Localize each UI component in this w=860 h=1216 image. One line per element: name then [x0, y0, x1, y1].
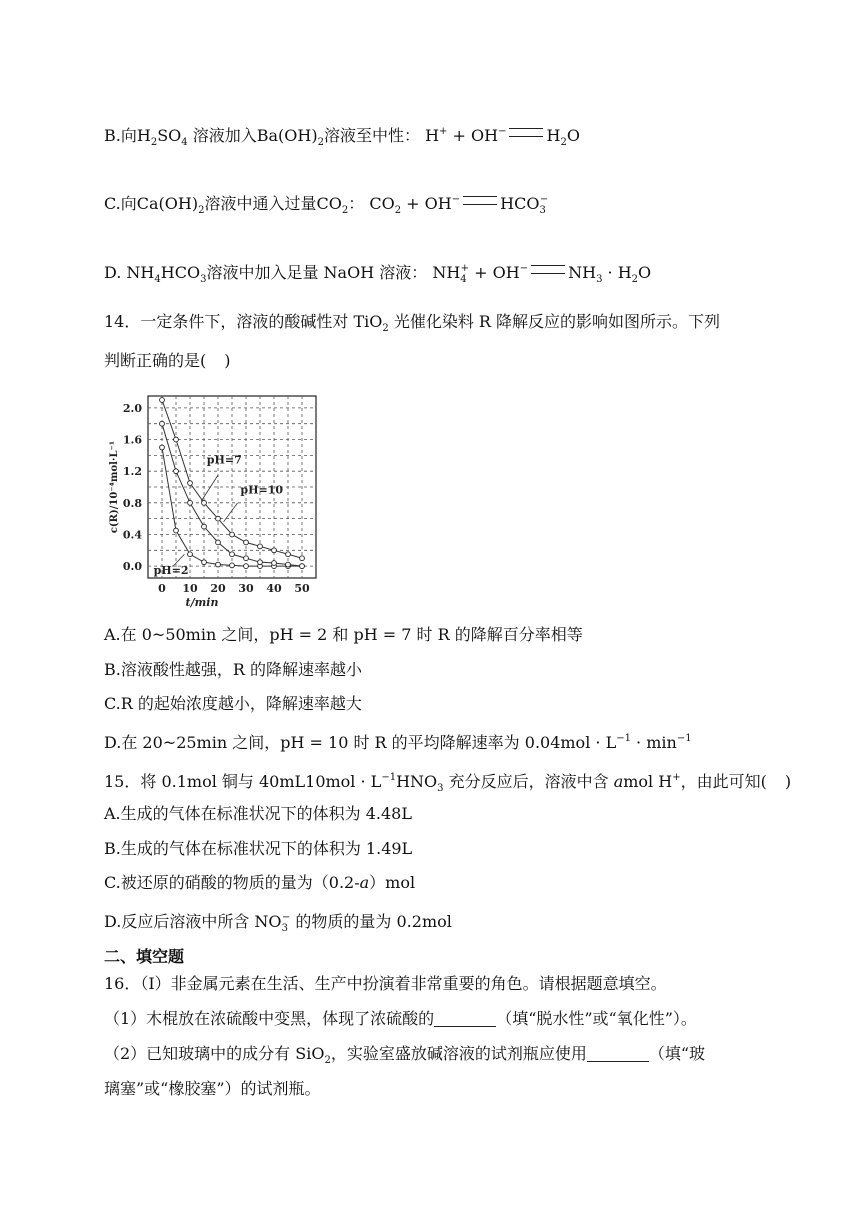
q16-stem: 16．（I）非金属元素在生活、生产中扮演着非常重要的角色。请根据题意填空。 [104, 974, 667, 993]
q15-option-c [104, 872, 415, 894]
data-point [202, 500, 207, 505]
equals-sign [509, 128, 543, 137]
text: B.向 [104, 126, 137, 145]
text: C.向 [104, 194, 137, 213]
variable: a [613, 772, 624, 791]
formula: CO [316, 194, 342, 213]
data-point [188, 552, 193, 557]
q14-option-b: B.溶液酸性越强，R 的降解速率越小 [104, 660, 362, 679]
y-tick-label: 0.8 [122, 496, 142, 510]
text: C.被还原的硝酸的物质的量为（0.2- [104, 873, 360, 892]
q15-option-b: B.生成的气体在标准状况下的体积为 1.49L [104, 839, 413, 858]
series-label: pH=2 [153, 564, 189, 578]
text: D.反应后溶液中所含 NO [104, 912, 282, 931]
data-point [216, 562, 221, 567]
q13-option-b: B.向$H_2SO_4$ 溶液加入$Ba(OH)_2$溶液至中性： H+ + OH− $H_2O$ [104, 126, 580, 148]
answer-blank [587, 1045, 649, 1062]
equation-part: NH [568, 263, 597, 282]
y-tick-label: 2.0 [122, 401, 142, 415]
text: ： [348, 194, 365, 213]
text: mol H [623, 772, 673, 791]
text: 14．一定条件下，溶液的酸碱性对 TiO [104, 312, 383, 331]
data-point [300, 556, 305, 561]
x-tick-label: 0 [158, 582, 166, 595]
x-tick-label: 30 [238, 582, 254, 595]
text: ，实验室盛放碱溶液的试剂瓶应使用 [330, 1044, 587, 1063]
y-tick-label: 1.2 [122, 465, 142, 479]
data-point [230, 552, 235, 557]
x-tick-label: 10 [182, 582, 198, 595]
section-heading: 二、填空题 [104, 947, 185, 966]
q15-option-d: D.反应后溶液中所含 $NO_3^-$ 的物质的量为 0.2mol [104, 912, 452, 934]
data-point [216, 516, 221, 521]
data-point [160, 398, 165, 403]
x-axis-label: t/min [185, 596, 219, 609]
data-point [202, 560, 207, 565]
x-tick-label: 50 [294, 582, 310, 595]
x-tick-label: 40 [266, 582, 282, 595]
variable: a [359, 873, 370, 892]
data-point [272, 561, 277, 566]
data-point [230, 532, 235, 537]
data-point [286, 562, 291, 567]
text: （填“脱水性”或“氧化性”）。 [496, 1009, 697, 1028]
answer-blank [434, 1010, 496, 1027]
equals-sign [463, 196, 497, 205]
text: 溶液中加入足量 NaOH 溶液： [206, 263, 428, 282]
equals-sign [531, 265, 565, 274]
text: ）mol [369, 873, 416, 892]
data-point [244, 540, 249, 545]
data-point [160, 421, 165, 426]
q15-option-a: A.生成的气体在标准状况下的体积为 4.48L [104, 804, 412, 823]
data-point [258, 544, 263, 549]
text: 充分反应后，溶液中含 [443, 772, 614, 791]
series-label: pH=10 [240, 483, 284, 497]
series-label: pH=7 [206, 453, 242, 467]
equation-part: H [546, 126, 561, 145]
q14-option-c: C.R 的起始浓度越小，降解速率越大 [104, 694, 362, 713]
degradation-chart [104, 388, 326, 616]
text: （2）已知玻璃中的成分有 SiO [104, 1044, 325, 1063]
data-point [230, 563, 235, 568]
data-point [244, 556, 249, 561]
formula: H [136, 126, 151, 145]
data-point [174, 469, 179, 474]
y-axis-label: c(R)/10⁻⁴mol·L⁻¹ [109, 440, 120, 534]
equation-part: HCO [500, 194, 540, 213]
text: （1）木棍放在浓硫酸中变黑，体现了浓硫酸的 [104, 1009, 435, 1028]
q14-stem: 14．一定条件下，溶液的酸碱性对 TiO$_2$ 光催化染料 R 降解反应的影响如图所示。下列 [104, 312, 721, 334]
x-tick-label: 20 [210, 582, 226, 595]
data-point [174, 437, 179, 442]
text: ) [784, 772, 792, 791]
text: D.在 20~25min 之间，pH = 10 时 R 的平均降解速率为 0.04mol · L [104, 733, 617, 752]
data-point [160, 445, 165, 450]
text: 判断正确的是( [104, 351, 207, 370]
q14-stem-2 [104, 350, 231, 372]
equation-part: + OH [401, 194, 452, 213]
text: ，由此可知( [680, 772, 767, 791]
text: ) [224, 351, 231, 370]
equation-part: + OH [469, 263, 520, 282]
data-point [244, 564, 249, 569]
q16-part-2-cont: 璃塞”或“橡胶塞”）的试剂瓶。 [104, 1079, 321, 1098]
data-point [188, 481, 193, 486]
data-point [300, 564, 305, 569]
data-point [272, 548, 277, 553]
y-tick-label: 0.4 [122, 528, 142, 542]
text: 溶液加入 [192, 126, 257, 145]
equation-part: · H [602, 263, 632, 282]
formula: Ca(OH) [136, 194, 199, 213]
data-point [286, 552, 291, 557]
text: 15．将 0.1mol 铜与 40mL10mol · L [104, 772, 382, 791]
equation-part: NH [432, 263, 461, 282]
q16-part-2: （2）已知玻璃中的成分有 SiO$_2$，实验室盛放碱溶液的试剂瓶应使用 （填“玻 [104, 1044, 706, 1066]
formula: Ba(OH) [256, 126, 318, 145]
y-tick-label: 1.6 [122, 433, 142, 447]
data-point [216, 540, 221, 545]
text: （填“玻 [648, 1044, 706, 1063]
data-point [174, 528, 179, 533]
text: D. NH [104, 263, 155, 282]
data-point [202, 524, 207, 529]
data-point [258, 560, 263, 565]
q14-option-d: D.在 20~25min 之间，pH = 10 时 R 的平均降解速率为 $0.04mol \cdot L^{-1} \cdot \min^{-1}$ [104, 733, 692, 752]
y-tick-label: 0.0 [122, 560, 142, 574]
equation-part: H [425, 126, 440, 145]
q13-option-d: D. $NH_4HCO_3$溶液中加入足量 NaOH 溶液： $NH_4^+ + OH^-$ $NH_3 \cdot H_2O$ [104, 263, 652, 285]
text: · min [630, 733, 677, 752]
q14-option-a: A.在 0~50min 之间，pH = 2 和 pH = 7 时 R 的降解百分率相等 [104, 625, 583, 644]
data-point [188, 500, 193, 505]
text: 光催化染料 R 降解反应的影响如图所示。下列 [388, 312, 721, 331]
equation-part: + OH [447, 126, 499, 145]
text: 溶液至中性： [323, 126, 420, 145]
text: 的物质的量为 0.2mol [290, 912, 452, 931]
q16-part-1 [104, 1008, 697, 1030]
text: HNO [396, 772, 438, 791]
label-leader [224, 503, 238, 522]
q13-option-c: C.向$Ca(OH)_2$溶液中通入过量$CO_2$： $CO_2 + OH^-$ $HCO_3^-$ [104, 194, 549, 216]
text: 溶液中通入过量 [204, 194, 317, 213]
text: HCO [160, 263, 201, 282]
q15-stem: 15．将 0.1mol 铜与 $40mL10mol \cdot L^{-1}HNO_3$ 充分反应后，溶液中含 amol H+，由此可知( ) [104, 772, 792, 794]
equation-part: CO [369, 194, 395, 213]
